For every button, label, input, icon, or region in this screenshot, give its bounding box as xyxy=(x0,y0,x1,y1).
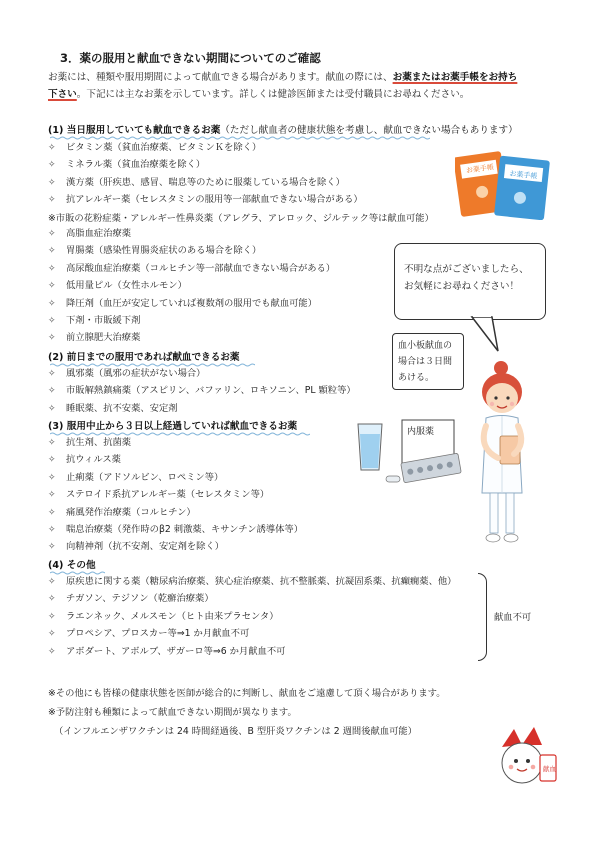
diamond-star-icon: ✧ xyxy=(48,629,56,640)
intro-emphasis: お薬またはお薬手帳をお持ち xyxy=(392,72,518,83)
intro-text: お薬には、種類や服用期間によって献血できる場合があります。献血の際には、 xyxy=(48,72,393,83)
section1-list-b xyxy=(48,225,335,347)
list-item: ✧ ラエンネック、メルスモン（ヒト由来プラセンタ） xyxy=(48,608,456,625)
section1-list-a xyxy=(48,139,363,209)
list-item: ✧ 止痢薬（アドソルビン、ロペミン等） xyxy=(48,469,303,486)
mascot-body xyxy=(502,743,542,783)
list-item: ✧ アボダート、アボルブ、ザガーロ等⇒6 か月献血不可 xyxy=(48,643,456,660)
notebook-blue xyxy=(494,156,550,220)
mascot-flag-icon xyxy=(540,755,557,781)
list-item: ✧ 睡眠薬、抗不安薬、安定剤 xyxy=(48,400,356,417)
diamond-star-icon: ✧ xyxy=(48,611,56,622)
bottom-note: ※その他にも皆様の健康状態を医師が総合的に判断し、献血をご遠慮して頂く場合があります。 xyxy=(48,688,446,699)
mascot-illustration xyxy=(492,725,562,795)
section-heading: 3．薬の服用と献血できない期間についてのご確認 xyxy=(60,51,321,65)
section3-title: (3) 服用中止から３日以上経過していれば献血できるお薬 xyxy=(48,421,298,432)
section1-title-text: (1) 当日服用していても献血できるお薬 xyxy=(48,125,221,136)
list-item: ✧ 下剤・市販緩下剤 xyxy=(48,312,335,329)
diamond-star-icon: ✧ xyxy=(48,369,56,379)
section3-list xyxy=(48,434,303,556)
water-glass-icon xyxy=(358,424,382,470)
list-item: ✧ 高脂血症治療薬 xyxy=(48,225,335,242)
section4-list xyxy=(48,573,456,660)
list-item: ✧ 抗生剤、抗菌薬 xyxy=(48,434,303,451)
section2-title: (2) 前日までの服用であれば献血できるお薬 xyxy=(48,352,240,363)
bottom-note: ※予防注射も種類によって献血できない期間が異なります。 xyxy=(48,707,297,718)
list-item: ✧ 前立腺肥大治療薬 xyxy=(48,329,335,346)
diamond-star-icon: ✧ xyxy=(48,263,56,274)
list-item: ✧ 抗ウィルス薬 xyxy=(48,451,303,468)
list-item: ✧ ミネラル薬（貧血治療薬を除く） xyxy=(48,156,363,173)
section4-title: (4) その他 xyxy=(48,560,96,571)
diamond-star-icon: ✧ xyxy=(48,524,56,535)
diamond-star-icon: ✧ xyxy=(48,143,56,153)
diamond-star-icon: ✧ xyxy=(48,542,56,553)
diamond-star-icon: ✧ xyxy=(48,177,56,188)
intro-paragraph xyxy=(48,69,568,103)
diamond-star-icon: ✧ xyxy=(48,438,56,448)
diamond-star-icon: ✧ xyxy=(48,577,56,587)
list-item: ✧ 痛風発作治療薬（コルヒチン） xyxy=(48,504,303,521)
diamond-star-icon: ✧ xyxy=(48,594,56,605)
diamond-star-icon: ✧ xyxy=(48,298,56,309)
diamond-star-icon: ✧ xyxy=(48,403,56,414)
intro-emphasis-2: 下さい xyxy=(48,89,77,100)
list-item: ✧ 向精神剤（抗不安剤、安定剤を除く） xyxy=(48,538,303,555)
section1-subtitle: （ただし献血者の健康状態を考慮し、献血できない場合もあります） xyxy=(220,125,518,136)
list-item: ✧ ビタミン薬（貧血治療薬、ビタミンＫを除く） xyxy=(48,139,363,156)
list-item: ✧ 市販解熱鎮痛薬（アスピリン、バファリン、ロキソニン、PL 顆粒等） xyxy=(48,382,356,399)
bottom-note: （インフルエンザワクチンは 24 時間経過後、B 型肝炎ワクチンは 2 週間後献血可能） xyxy=(54,726,417,737)
diamond-star-icon: ✧ xyxy=(48,229,56,239)
list-item: ✧ 高尿酸血症治療薬（コルヒチン等一部献血できない場合がある） xyxy=(48,260,335,277)
list-item: ✧ 原疾患に関する薬（糖尿病治療薬、狭心症治療薬、抗不整脈薬、抗凝固系薬、抗癲癇薬、他） xyxy=(48,573,456,590)
list-item: ✧ チガソン、テジソン（乾癬治療薬） xyxy=(48,590,456,607)
notebook-label-2: お薬手帳 xyxy=(509,169,538,181)
diamond-star-icon: ✧ xyxy=(48,315,56,326)
list-item: ✧ ステロイド系抗アレルギー薬（セレスタミン等） xyxy=(48,486,303,503)
medicine-illustration xyxy=(352,418,464,490)
diamond-star-icon: ✧ xyxy=(48,333,56,344)
speech-bubble-text: 不明な点がございましたら、 お気軽にお尋ねください！ xyxy=(404,264,529,292)
diamond-star-icon: ✧ xyxy=(48,455,56,466)
list-item: ✧ プロペシア、プロスカー等⇒1 か月献血不可 xyxy=(48,625,456,642)
list-item: ✧ 漢方薬（肝疾患、感冒、喘息等のために服薬している場合を除く） xyxy=(48,174,363,191)
diamond-star-icon: ✧ xyxy=(48,646,56,657)
intro-text-2: 。下記には主なお薬を示しています。詳しくは健診医師または受付職員にお尋ねください。 xyxy=(76,89,470,100)
diamond-star-icon: ✧ xyxy=(48,507,56,518)
diamond-star-icon: ✧ xyxy=(48,472,56,483)
diamond-star-icon: ✧ xyxy=(48,246,56,257)
bracket-label: 献血不可 xyxy=(494,612,532,623)
nurse-legs xyxy=(486,493,518,542)
list-item: ✧ 喘息治療薬（発作時のβ2 刺激薬、キサンチン誘導体等） xyxy=(48,521,303,538)
list-item: ✧ 降圧剤（血圧が安定していれば複数剤の服用でも献血可能） xyxy=(48,295,335,312)
diamond-star-icon: ✧ xyxy=(48,160,56,171)
diamond-star-icon: ✧ xyxy=(48,195,56,206)
list-item: ✧ 抗アレルギー薬（セレスタミンの服用等一部献血できない場合がある） xyxy=(48,191,363,208)
section1-note: ※市販の花粉症薬・アレルギー性鼻炎薬（アレグラ、アレロック、ジルテック等は献血可能） xyxy=(48,213,434,224)
pill-icon xyxy=(386,476,400,482)
bottom-notes xyxy=(48,684,446,741)
speech-bubble-tail xyxy=(470,315,510,355)
diamond-star-icon: ✧ xyxy=(48,490,56,501)
list-item: ✧ 風邪薬（風邪の症状がない場合） xyxy=(48,365,356,382)
medicine-notebook-illustration xyxy=(455,148,555,220)
mascot-badge-label: 献血 xyxy=(543,765,556,773)
nurse-face xyxy=(486,383,518,413)
diamond-star-icon: ✧ xyxy=(48,386,56,397)
list-item: ✧ 低用量ピル（女性ホルモン） xyxy=(48,277,335,294)
platelet-note-text: 血小板献血の 場合は３日間 あける。 xyxy=(398,341,453,383)
section2-list xyxy=(48,365,356,417)
nurse-illustration xyxy=(468,358,538,550)
notebook-label-1: お薬手帳 xyxy=(465,163,495,175)
pill-bag-label: 内服薬 xyxy=(407,427,435,437)
diamond-star-icon: ✧ xyxy=(48,281,56,292)
list-item: ✧ 胃腸薬（感染性胃腸炎症状のある場合を除く） xyxy=(48,242,335,259)
section1-title xyxy=(48,122,518,136)
bracket xyxy=(478,573,487,661)
